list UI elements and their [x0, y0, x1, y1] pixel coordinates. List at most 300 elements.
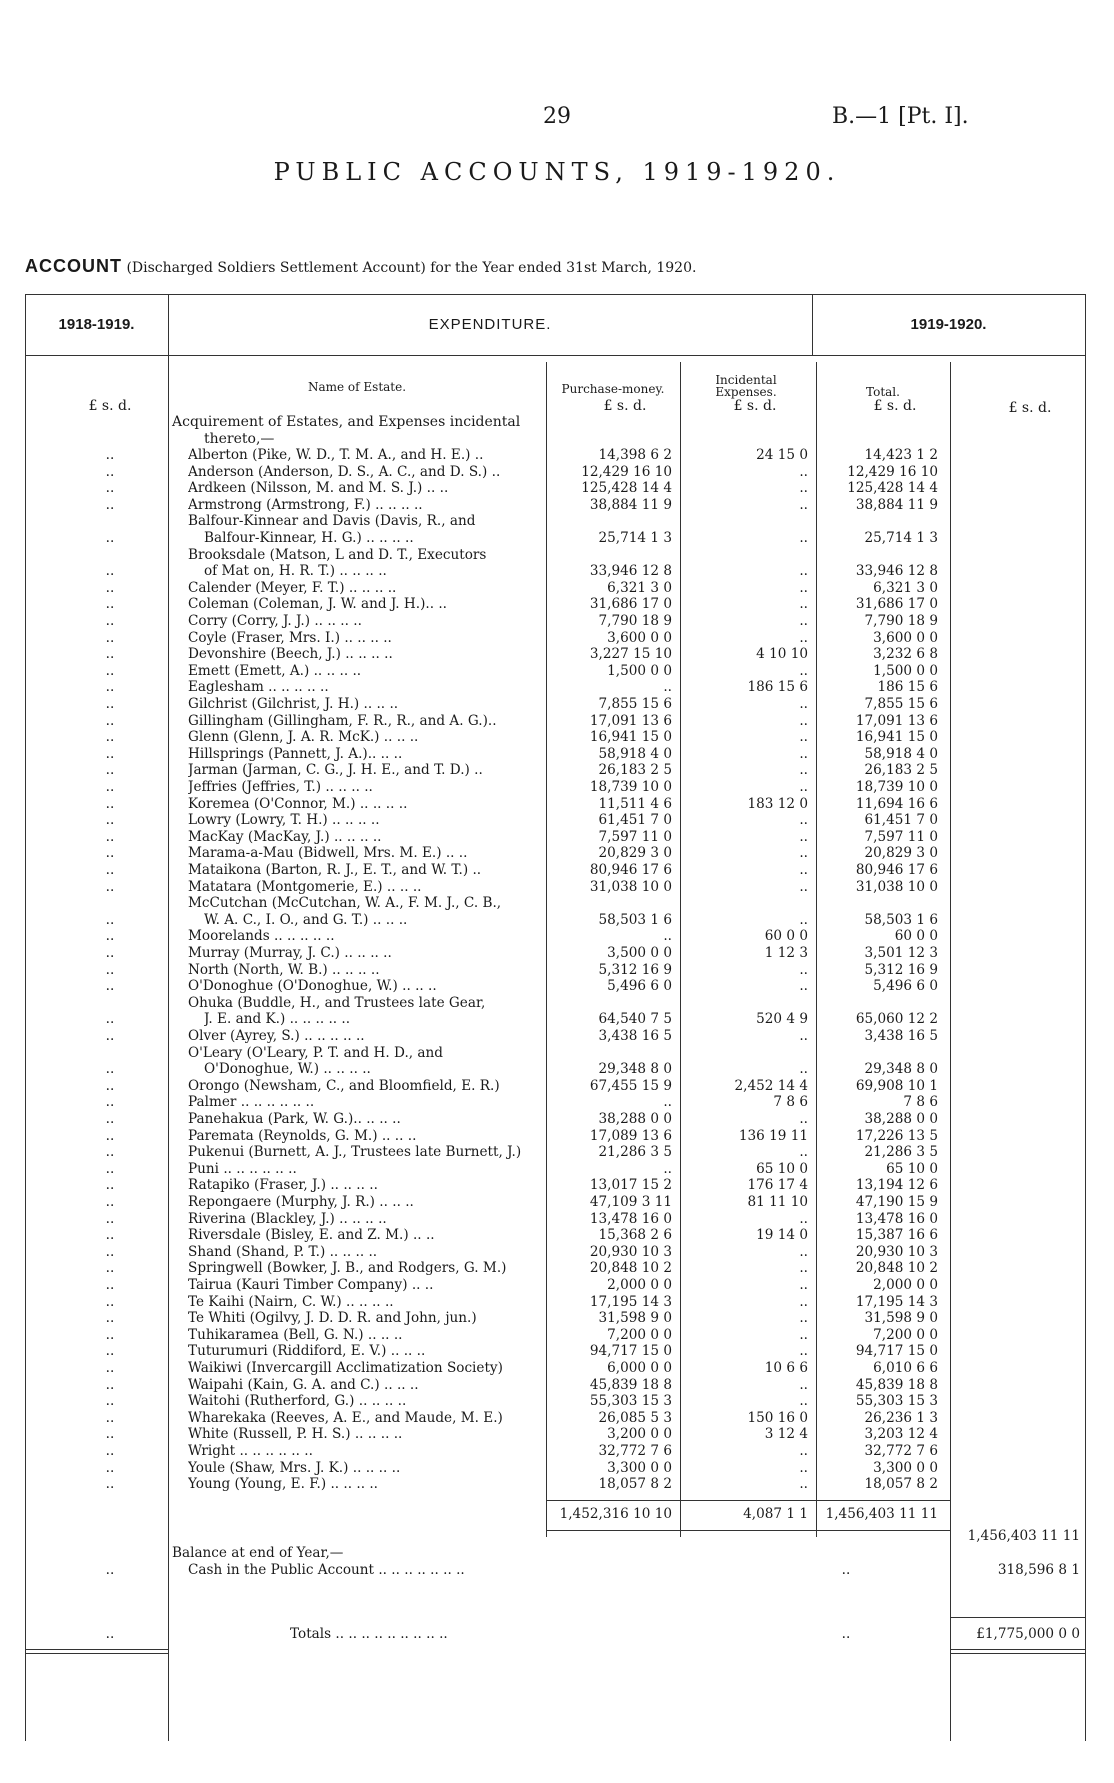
table-row [0, 646, 1114, 663]
prior-year-cell: .. [105, 1111, 115, 1127]
table-row [0, 1211, 1114, 1228]
table-row [0, 480, 1114, 497]
purchase-money: 20,848 10 2 [589, 1260, 672, 1277]
estate-name: Jeffries (Jeffries, T.) .. .. .. .. [188, 779, 373, 795]
row-total: 65,060 12 2 [855, 1011, 938, 1028]
purchase-money: 61,451 7 0 [598, 812, 672, 829]
balance-heading-row [0, 1545, 1114, 1562]
table-row [0, 663, 1114, 680]
estate-name: Wharekaka (Reeves, A. E., and Maude, M. E.) [188, 1409, 503, 1426]
prior-year-cell: .. [105, 961, 115, 978]
estate-name: Waitohi (Rutherford, G.) .. .. .. .. [188, 1393, 407, 1410]
balance-label: Balance at end of Year,— [172, 1545, 344, 1561]
prior-year-cell: .. [105, 1326, 115, 1343]
table-row [0, 945, 1114, 962]
balance-left: .. [105, 1562, 115, 1578]
subtotal-total: 1,456,403 11 11 [825, 1506, 938, 1522]
purchase-money: 58,918 4 0 [598, 745, 672, 762]
estate-name: Jarman (Jarman, C. G., J. H. E., and T. D.) .. [188, 762, 483, 779]
row-total: 5,312 16 9 [864, 961, 938, 978]
table-row [0, 912, 1114, 929]
prior-year-cell: .. [105, 629, 115, 646]
sub-header-name: Name of Estate. [307, 380, 407, 394]
table-row [0, 779, 1114, 796]
estate-name: Riverina (Blackley, J.) .. .. .. .. [188, 1210, 387, 1227]
table-row [0, 497, 1114, 514]
purchase-money: 125,428 14 4 [581, 480, 672, 497]
row-total: 3,600 0 0 [873, 629, 938, 646]
sub-header-purchase: Purchase-money. [561, 382, 665, 396]
purchase-money: 67,455 15 9 [589, 1077, 672, 1094]
lsd-total: £ s. d. [873, 398, 917, 414]
incidental-expenses: .. [799, 1243, 808, 1260]
incidental-expenses: .. [799, 1310, 808, 1327]
row-total: 11,694 16 6 [855, 795, 938, 812]
table-row [0, 1227, 1114, 1244]
row-total: 14,423 1 2 [864, 447, 938, 463]
totals-far: £1,775,000 0 0 [976, 1626, 1080, 1642]
prior-year-cell: .. [105, 463, 115, 480]
purchase-money: 18,739 10 0 [589, 779, 672, 795]
row-total: 38,884 11 9 [855, 496, 938, 513]
row-total: 5,496 6 0 [873, 978, 938, 995]
estate-name: Calender (Meyer, F. T.) .. .. .. .. [188, 579, 397, 596]
table-row [0, 1244, 1114, 1261]
purchase-money: 31,686 17 0 [589, 596, 672, 613]
row-total: 29,348 8 0 [864, 1061, 938, 1078]
table-row [0, 563, 1114, 580]
prior-year-cell: .. [105, 696, 115, 712]
purchase-money: 6,321 3 0 [607, 579, 672, 596]
sub-header-total: Total. [866, 385, 900, 399]
row-total: 6,010 6 6 [873, 1360, 938, 1376]
row-total: 31,686 17 0 [855, 596, 938, 613]
row-total: 58,503 1 6 [864, 911, 938, 928]
table-row [0, 962, 1114, 979]
table-row [0, 1061, 1114, 1078]
incidental-expenses: 81 11 10 [747, 1194, 808, 1210]
prior-year-cell: .. [105, 745, 115, 762]
estate-name: Riversdale (Bisley, E. and Z. M.) .. .. [188, 1227, 435, 1244]
purchase-money: 2,000 0 0 [607, 1277, 672, 1293]
row-total: 20,829 3 0 [864, 845, 938, 862]
subtotal-purchase: 1,452,316 10 10 [559, 1506, 672, 1522]
table-row [0, 613, 1114, 630]
table-row [0, 1460, 1114, 1477]
table-row [0, 729, 1114, 746]
prior-year-cell: .. [105, 1077, 115, 1094]
table-row-head [0, 547, 1114, 564]
row-total: 15,387 16 6 [855, 1227, 938, 1244]
purchase-money: 5,496 6 0 [607, 978, 672, 995]
estate-name: North (North, W. B.) .. .. .. .. [188, 961, 380, 978]
row-total: 38,288 0 0 [864, 1111, 938, 1127]
prior-year-cell: .. [105, 795, 115, 812]
estate-name: Emett (Emett, A.) .. .. .. .. [188, 662, 362, 679]
purchase-money: .. [663, 928, 672, 945]
incidental-expenses: .. [799, 779, 808, 795]
incidental-expenses: .. [799, 1061, 808, 1078]
estate-name: Te Kaihi (Nairn, C. W.) .. .. .. .. [188, 1293, 394, 1310]
table-row [0, 1128, 1114, 1145]
purchase-money: 45,839 18 8 [589, 1376, 672, 1393]
prior-year-cell: .. [105, 1160, 115, 1177]
prior-year-cell: .. [105, 1409, 115, 1426]
row-total: 7,855 15 6 [864, 696, 938, 712]
table-row [0, 1177, 1114, 1194]
estate-name: Brooksdale (Matson, L and D. T., Executors [188, 546, 487, 563]
incidental-expenses: 10 6 6 [764, 1360, 808, 1376]
totals-total: .. [841, 1626, 851, 1642]
table-row [0, 845, 1114, 862]
section-heading: Acquirement of Estates, and Expenses incidental [172, 414, 521, 430]
incidental-expenses: .. [799, 1111, 808, 1127]
purchase-money: 15,368 2 6 [598, 1227, 672, 1244]
purchase-money: 3,300 0 0 [607, 1459, 672, 1476]
estate-name: Corry (Corry, J. J.) .. .. .. .. [188, 613, 362, 629]
prior-year-cell: .. [105, 1260, 115, 1277]
incidental-expenses: .. [799, 762, 808, 779]
estate-name: Paremata (Reynolds, G. M.) .. .. .. [188, 1127, 417, 1144]
estate-name: Anderson (Anderson, D. S., A. C., and D. S.) .. [188, 463, 501, 480]
table-row-head [0, 895, 1114, 912]
purchase-money: 11,511 4 6 [598, 795, 672, 812]
row-total: 3,438 16 5 [864, 1028, 938, 1044]
purchase-money: 38,884 11 9 [589, 496, 672, 513]
table-row [0, 1377, 1114, 1394]
estate-name: Ohuka (Buddle, H., and Trustees late Gear, [188, 994, 486, 1011]
purchase-money: .. [663, 679, 672, 696]
sub-header-incidental: Incidental Expenses. [715, 373, 777, 399]
purchase-money: 20,829 3 0 [598, 845, 672, 862]
balance-row [0, 1562, 1114, 1579]
row-total: 18,739 10 0 [855, 779, 938, 795]
row-total: 47,190 15 9 [855, 1194, 938, 1210]
table-row [0, 696, 1114, 713]
document-reference: B.—1 [Pt. I]. [832, 104, 969, 129]
purchase-money: 12,429 16 10 [581, 463, 672, 480]
incidental-expenses: .. [799, 828, 808, 845]
incidental-expenses: .. [799, 629, 808, 646]
purchase-money: 3,500 0 0 [607, 945, 672, 961]
estate-name: Pukenui (Burnett, A. J., Trustees late Burnett, J.) [188, 1144, 522, 1161]
table-row [0, 1360, 1114, 1377]
purchase-money: 55,303 15 3 [589, 1393, 672, 1410]
table-row [0, 1277, 1114, 1294]
incidental-expenses: 60 0 0 [764, 928, 808, 945]
row-total: 6,321 3 0 [873, 579, 938, 596]
prior-year-cell: .. [105, 1393, 115, 1410]
table-row-head [0, 513, 1114, 530]
purchase-money: 29,348 8 0 [598, 1061, 672, 1078]
prior-year-cell: .. [105, 1194, 115, 1210]
row-total: 69,908 10 1 [855, 1077, 938, 1094]
lsd-purchase: £ s. d. [603, 398, 647, 414]
table-row [0, 464, 1114, 481]
prior-year-cell: .. [105, 662, 115, 679]
table-row [0, 1078, 1114, 1095]
purchase-money: 26,085 5 3 [598, 1409, 672, 1426]
purchase-money: .. [663, 1094, 672, 1111]
incidental-expenses: .. [799, 1476, 808, 1493]
table-row [0, 713, 1114, 730]
lsd-left: £ s. d. [88, 398, 132, 414]
purchase-money: 32,772 7 6 [598, 1443, 672, 1459]
estate-name: Orongo (Newsham, C., and Bloomfield, E. R.) [188, 1077, 500, 1094]
estate-name: Wright .. .. .. .. .. .. [188, 1443, 313, 1459]
purchase-money: 1,500 0 0 [607, 662, 672, 679]
table-row [0, 879, 1114, 896]
estate-name: Moorelands .. .. .. .. .. [188, 928, 335, 945]
table-row [0, 1161, 1114, 1178]
prior-year-cell: .. [105, 828, 115, 845]
row-total: 17,226 13 5 [855, 1127, 938, 1144]
prior-year-cell: .. [105, 779, 115, 795]
lsd-incidental: £ s. d. [733, 398, 777, 414]
estate-name: Koremea (O'Connor, M.) .. .. .. .. [188, 795, 408, 812]
incidental-expenses: 183 12 0 [747, 795, 808, 812]
row-total: 20,848 10 2 [855, 1260, 938, 1277]
incidental-expenses: .. [799, 1376, 808, 1393]
purchase-money: 13,478 16 0 [589, 1210, 672, 1227]
prior-year-cell: .. [105, 1210, 115, 1227]
incidental-expenses: .. [799, 812, 808, 829]
incidental-expenses: .. [799, 845, 808, 862]
purchase-money: .. [663, 1160, 672, 1177]
incidental-expenses: .. [799, 1459, 808, 1476]
table-row [0, 862, 1114, 879]
incidental-expenses: .. [799, 596, 808, 613]
incidental-expenses: .. [799, 712, 808, 729]
table-row [0, 1194, 1114, 1211]
prior-year-cell: .. [105, 762, 115, 779]
estate-name: Hillsprings (Pannett, J. A.).. .. .. [188, 745, 403, 762]
purchase-money: 3,438 16 5 [598, 1028, 672, 1044]
prior-year-cell: .. [105, 679, 115, 696]
row-total: 13,194 12 6 [855, 1177, 938, 1194]
incidental-expenses: 2,452 14 4 [734, 1077, 808, 1094]
purchase-money: 25,714 1 3 [598, 530, 672, 546]
estate-name: Coyle (Fraser, Mrs. I.) .. .. .. .. [188, 629, 392, 646]
table-row [0, 1111, 1114, 1128]
row-total: 1,500 0 0 [873, 662, 938, 679]
purchase-money: 3,600 0 0 [607, 629, 672, 646]
estate-name: Springwell (Bowker, J. B., and Rodgers, G. M.) [188, 1260, 507, 1277]
account-description: (Discharged Soldiers Settlement Account) for the Year ended 31st March, 1920. [126, 260, 697, 276]
row-total: 20,930 10 3 [855, 1243, 938, 1260]
prior-year-cell: .. [105, 1177, 115, 1194]
incidental-expenses: 176 17 4 [747, 1177, 808, 1194]
prior-year-cell: .. [105, 646, 115, 663]
table-row-head [0, 1045, 1114, 1062]
row-total: 7,790 18 9 [864, 613, 938, 629]
subtotal-far: 1,456,403 11 11 [967, 1528, 1080, 1544]
row-total: 7 8 6 [903, 1094, 938, 1111]
row-total: 26,183 2 5 [864, 762, 938, 779]
purchase-money: 47,109 3 11 [589, 1194, 672, 1210]
incidental-expenses: .. [799, 530, 808, 546]
prior-year-cell: .. [105, 845, 115, 862]
incidental-expenses: .. [799, 463, 808, 480]
estate-name: Devonshire (Beech, J.) .. .. .. .. [188, 646, 393, 663]
prior-year-cell: .. [105, 1277, 115, 1293]
estate-name: Palmer .. .. .. .. .. .. [188, 1094, 315, 1111]
account-word: ACCOUNT [25, 256, 122, 276]
totals-row [0, 1626, 1114, 1643]
estate-name: Gilchrist (Gilchrist, J. H.) .. .. .. [188, 696, 399, 712]
table-row [0, 762, 1114, 779]
prior-year-cell: .. [105, 1094, 115, 1111]
col-header-expenditure: EXPENDITURE. [428, 316, 552, 333]
row-total: 2,000 0 0 [873, 1277, 938, 1293]
estate-name: Panehakua (Park, W. G.).. .. .. .. [188, 1111, 401, 1127]
row-total: 25,714 1 3 [864, 530, 938, 546]
estate-name: Murray (Murray, J. C.) .. .. .. .. [188, 945, 392, 961]
estate-name: Te Whiti (Ogilvy, J. D. D. R. and John, jun.) [188, 1310, 477, 1327]
row-total: 3,501 12 3 [864, 945, 938, 961]
estate-name: Waipahi (Kain, G. A. and C.) .. .. .. [188, 1376, 419, 1393]
estate-name: Lowry (Lowry, T. H.) .. .. .. .. [188, 812, 380, 829]
estate-name: Mataikona (Barton, R. J., E. T., and W. T.) .. [188, 862, 482, 878]
prior-year-cell: .. [105, 1476, 115, 1493]
incidental-expenses: .. [799, 662, 808, 679]
incidental-expenses: 19 14 0 [756, 1227, 808, 1244]
prior-year-cell: .. [105, 1343, 115, 1360]
prior-year-cell: .. [105, 1028, 115, 1044]
estate-name: Tuturumuri (Riddiford, E. V.) .. .. .. [188, 1343, 426, 1360]
row-total: 3,232 6 8 [873, 646, 938, 663]
estate-name: MacKay (MacKay, J.) .. .. .. .. [188, 828, 382, 845]
prior-year-cell: .. [105, 978, 115, 995]
incidental-expenses: .. [799, 563, 808, 580]
table-row [0, 1393, 1114, 1410]
purchase-money: 31,038 10 0 [589, 878, 672, 895]
prior-year-cell: .. [105, 447, 115, 463]
table-row-head [0, 995, 1114, 1012]
table-row [0, 1028, 1114, 1045]
incidental-expenses: .. [799, 862, 808, 878]
estate-name: Young (Young, E. F.) .. .. .. .. [188, 1476, 378, 1493]
row-total: 186 15 6 [877, 679, 938, 696]
prior-year-cell: .. [105, 579, 115, 596]
estate-name: of Mat on, H. R. T.) .. .. .. .. [204, 563, 387, 580]
purchase-money: 17,091 13 6 [589, 712, 672, 729]
prior-year-cell: .. [105, 1310, 115, 1327]
prior-year-cell: .. [105, 729, 115, 746]
estate-name: Eaglesham .. .. .. .. .. [188, 679, 329, 696]
estate-name: Marama-a-Mau (Bidwell, Mrs. M. E.) .. .. [188, 845, 468, 862]
row-total: 17,091 13 6 [855, 712, 938, 729]
prior-year-cell: .. [105, 1061, 115, 1078]
table-row [0, 1144, 1114, 1161]
row-total: 32,772 7 6 [864, 1443, 938, 1459]
estate-name: W. A. C., I. O., and G. T.) .. .. .. [204, 911, 408, 928]
purchase-money: 94,717 15 0 [589, 1343, 672, 1360]
table-row [0, 1294, 1114, 1311]
table-row [0, 978, 1114, 995]
totals-left: .. [105, 1626, 115, 1642]
row-total: 58,918 4 0 [864, 745, 938, 762]
purchase-money: 64,540 7 5 [598, 1011, 672, 1028]
row-total: 3,203 12 4 [864, 1426, 938, 1443]
table-row [0, 1476, 1114, 1493]
incidental-expenses: 150 16 0 [747, 1409, 808, 1426]
table-row [0, 829, 1114, 846]
estate-name: Matatara (Montgomerie, E.) .. .. .. [188, 878, 422, 895]
incidental-expenses: .. [799, 613, 808, 629]
incidental-expenses: 186 15 6 [747, 679, 808, 696]
estate-name: White (Russell, P. H. S.) .. .. .. .. [188, 1426, 403, 1443]
balance-far: 318,596 8 1 [997, 1562, 1080, 1578]
prior-year-cell: .. [105, 1426, 115, 1443]
prior-year-cell: .. [105, 1360, 115, 1376]
table-row [0, 1443, 1114, 1460]
table-row [0, 1260, 1114, 1277]
row-total: 31,598 9 0 [864, 1310, 938, 1327]
purchase-money: 3,227 15 10 [589, 646, 672, 663]
purchase-money: 6,000 0 0 [607, 1360, 672, 1376]
incidental-expenses: .. [799, 911, 808, 928]
purchase-money: 14,398 6 2 [598, 447, 672, 463]
table-row [0, 1410, 1114, 1427]
prior-year-cell: .. [105, 911, 115, 928]
page-title: PUBLIC ACCOUNTS, 1919-1920. [273, 158, 841, 186]
incidental-expenses: 1 12 3 [764, 945, 808, 961]
prior-year-cell: .. [105, 1459, 115, 1476]
estate-name: Alberton (Pike, W. D., T. M. A., and H. E.) .. [188, 447, 484, 463]
estate-name: Glenn (Glenn, J. A. R. McK.) .. .. .. [188, 729, 419, 746]
row-total: 18,057 8 2 [864, 1476, 938, 1493]
purchase-money: 16,941 15 0 [589, 729, 672, 746]
incidental-expenses: .. [799, 961, 808, 978]
totals-label: Totals .. .. .. .. .. .. .. .. .. [290, 1626, 448, 1642]
estate-name: Repongaere (Murphy, J. R.) .. .. .. [188, 1194, 414, 1210]
account-heading [25, 256, 696, 277]
subtotal-row [0, 1506, 1114, 1523]
purchase-money: 7,597 11 0 [598, 828, 672, 845]
purchase-money: 7,200 0 0 [607, 1326, 672, 1343]
table-row [0, 1310, 1114, 1327]
incidental-expenses: 7 8 6 [773, 1094, 808, 1111]
table-row [0, 530, 1114, 547]
incidental-expenses: .. [799, 1393, 808, 1410]
purchase-money: 38,288 0 0 [598, 1111, 672, 1127]
row-total: 7,597 11 0 [864, 828, 938, 845]
estate-name: Balfour-Kinnear, H. G.) .. .. .. .. [204, 530, 414, 546]
table-row [0, 1094, 1114, 1111]
table-row [0, 928, 1114, 945]
prior-year-cell: .. [105, 1443, 115, 1459]
balance-total: .. [841, 1562, 851, 1578]
estate-name: O'Donoghue, W.) .. .. .. .. [204, 1061, 371, 1078]
subtotal-far-row [0, 1528, 1114, 1545]
table-row [0, 796, 1114, 813]
prior-year-cell: .. [105, 928, 115, 945]
purchase-money: 17,089 13 6 [589, 1127, 672, 1144]
incidental-expenses: 3 12 4 [764, 1426, 808, 1443]
row-total: 31,038 10 0 [855, 878, 938, 895]
prior-year-cell: .. [105, 862, 115, 878]
incidental-expenses: 136 19 11 [738, 1127, 808, 1144]
estate-name: Puni .. .. .. .. .. .. [188, 1160, 297, 1177]
row-total: 33,946 12 8 [855, 563, 938, 580]
lsd-far: £ s. d. [1008, 400, 1052, 416]
row-total: 13,478 16 0 [855, 1210, 938, 1227]
estate-name: Youle (Shaw, Mrs. J. K.) .. .. .. .. [188, 1459, 401, 1476]
estate-name: Shand (Shand, P. T.) .. .. .. .. [188, 1243, 378, 1260]
row-total: 125,428 14 4 [847, 480, 938, 497]
prior-year-cell: .. [105, 712, 115, 729]
